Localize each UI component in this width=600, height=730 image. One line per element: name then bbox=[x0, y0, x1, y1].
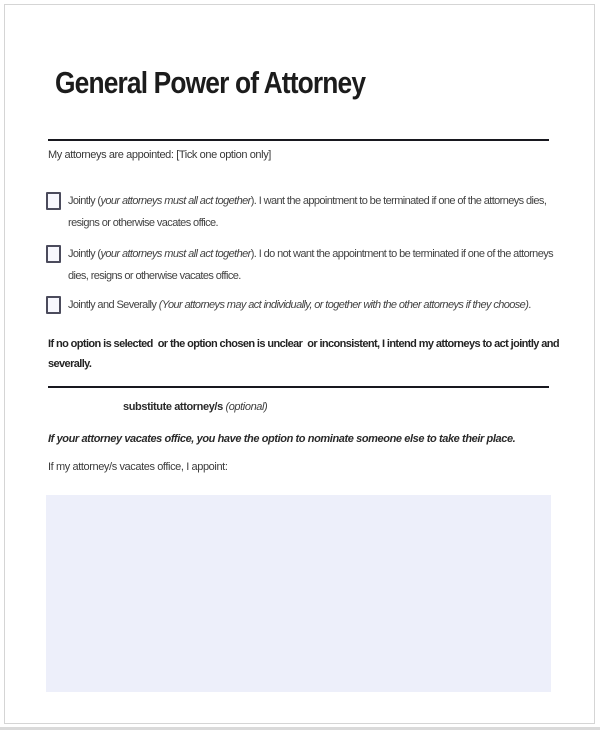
substitute-note: If your attorney vacates office, you have the option to nominate someone else to take their place. bbox=[48, 433, 516, 445]
default-intent-statement: If no option is selected or the option chosen is unclear or inconsistent, I intend my attorneys to act jointly and severally. bbox=[48, 338, 562, 370]
option-jointly-severally-label bbox=[68, 294, 555, 316]
option-1-suffix: ). I want the appointment to be terminated if one of the attorneys dies, resigns or otherwise vacates office. bbox=[68, 195, 549, 229]
appoint-label: If my attorney/s vacates office, I appoint: bbox=[48, 461, 228, 473]
option-jointly-severally-checkbox[interactable] bbox=[46, 296, 61, 314]
appointee-input-box[interactable] bbox=[46, 495, 551, 692]
option-3-prefix: Jointly and Severally bbox=[68, 299, 159, 311]
option-2-prefix: Jointly ( bbox=[68, 248, 101, 260]
option-jointly-terminate-checkbox[interactable] bbox=[46, 192, 61, 210]
substitute-optional-label: (optional) bbox=[222, 401, 268, 413]
option-3-suffix: . bbox=[528, 299, 531, 311]
option-jointly-no-terminate-checkbox[interactable] bbox=[46, 245, 61, 263]
divider-top bbox=[48, 139, 549, 141]
page-title: General Power of Attorney bbox=[55, 65, 366, 100]
option-2-italic: your attorneys must all act together bbox=[100, 248, 251, 260]
option-jointly-no-terminate-label bbox=[68, 243, 555, 287]
substitute-heading-text: substitute attorney/s bbox=[123, 401, 223, 413]
options-prompt: My attorneys are appointed: [Tick one option only] bbox=[48, 149, 271, 161]
option-1-prefix: Jointly ( bbox=[68, 195, 101, 207]
option-3-italic: (Your attorneys may act individually, or together with the other attorneys if they choose) bbox=[158, 299, 529, 311]
option-1-italic: your attorneys must all act together bbox=[100, 195, 251, 207]
divider-bottom bbox=[48, 386, 549, 388]
option-2-suffix: ). I do not want the appointment to be terminated if one of the attorneys dies, resigns or otherwise vacates office. bbox=[68, 248, 556, 282]
substitute-section-heading bbox=[123, 400, 267, 414]
option-jointly-terminate-label bbox=[68, 190, 555, 234]
